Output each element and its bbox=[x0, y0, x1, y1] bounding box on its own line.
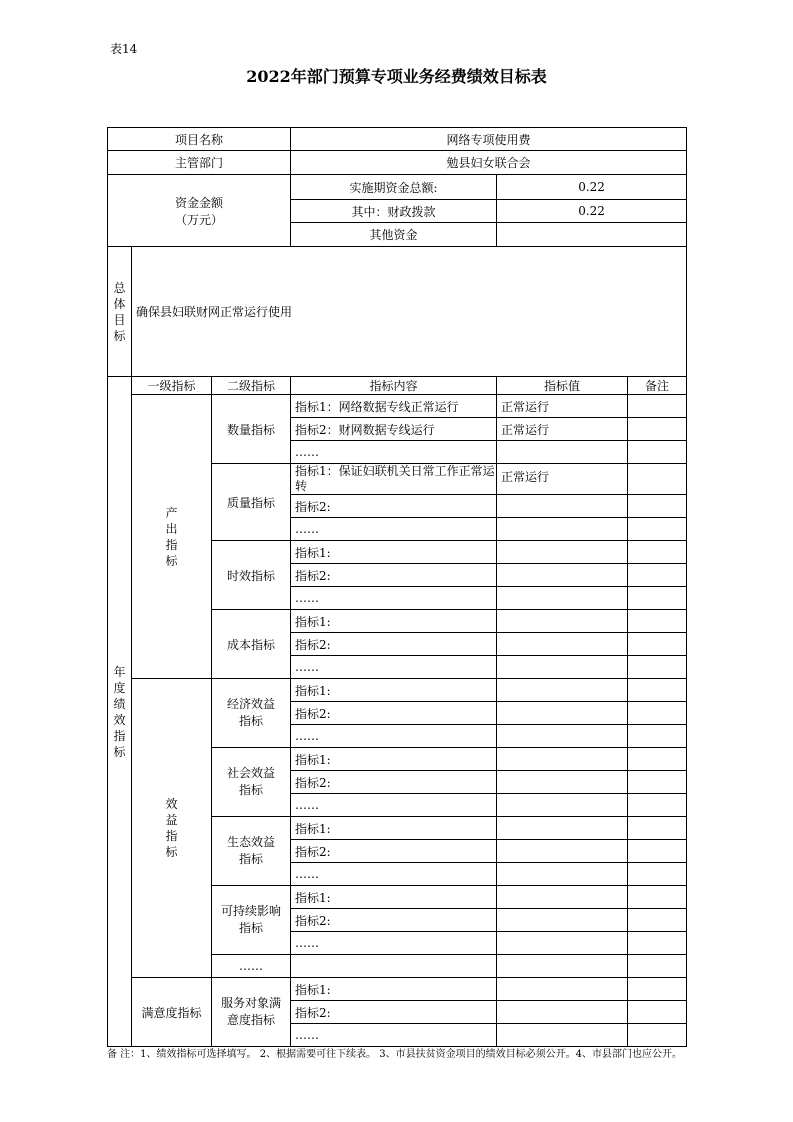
indicator-content: 指标2: bbox=[291, 564, 497, 587]
output-indicator-text: 产出指标 bbox=[165, 505, 178, 568]
indicator-content: 指标1：网络数据专线正常运行 bbox=[291, 395, 497, 418]
funds-label bbox=[108, 175, 291, 247]
funds-total-value: 0.22 bbox=[497, 175, 687, 200]
indicator-remark bbox=[628, 656, 687, 679]
indicator-remark bbox=[628, 541, 687, 564]
indicator-content: …… bbox=[291, 794, 497, 817]
service-indicator-text: 服务对象满意度指标 bbox=[221, 996, 282, 1027]
output-indicator-label bbox=[132, 395, 212, 679]
header-remark: 备注 bbox=[628, 377, 687, 395]
indicator-value bbox=[497, 955, 628, 978]
benefit-indicator-label bbox=[132, 679, 212, 978]
indicator-remark bbox=[628, 840, 687, 863]
indicator-remark bbox=[628, 395, 687, 418]
indicator-remark bbox=[628, 932, 687, 955]
indicator-value bbox=[497, 1001, 628, 1024]
indicator-value bbox=[497, 794, 628, 817]
indicator-content: …… bbox=[291, 863, 497, 886]
indicator-value bbox=[497, 932, 628, 955]
indicator-content: 指标2: bbox=[291, 771, 497, 794]
indicator-value bbox=[497, 587, 628, 610]
indicator-content: …… bbox=[291, 587, 497, 610]
indicator-remark bbox=[628, 748, 687, 771]
annual-indicator-label: 年度绩效指标 bbox=[108, 377, 132, 1047]
indicator-value bbox=[497, 518, 628, 541]
indicator-value bbox=[497, 656, 628, 679]
indicator-value bbox=[497, 748, 628, 771]
sustainable-indicator-text: 可持续影响指标 bbox=[221, 904, 282, 935]
sustainable-indicator-label bbox=[212, 886, 291, 955]
indicator-remark bbox=[628, 702, 687, 725]
indicator-remark bbox=[628, 633, 687, 656]
dept-label: 主管部门 bbox=[108, 151, 291, 175]
indicator-remark bbox=[628, 441, 687, 464]
funds-label-line2: （万元） bbox=[175, 212, 224, 227]
indicator-value bbox=[497, 909, 628, 932]
service-indicator-label bbox=[212, 978, 291, 1047]
satisfaction-indicator-label: 满意度指标 bbox=[132, 978, 212, 1047]
benefit-indicator-text: 效益指标 bbox=[165, 797, 178, 859]
indicator-value bbox=[497, 840, 628, 863]
dept-row bbox=[108, 151, 687, 175]
indicator-value bbox=[497, 886, 628, 909]
project-name-row bbox=[108, 128, 687, 151]
goal-label: 总体目标 bbox=[108, 247, 132, 377]
indicator-content: 指标2: bbox=[291, 840, 497, 863]
indicator-remark bbox=[628, 771, 687, 794]
funds-total-label: 实施期资金总额: bbox=[291, 175, 497, 200]
goal-row bbox=[108, 247, 687, 377]
indicator-remark bbox=[628, 863, 687, 886]
header-value: 指标值 bbox=[497, 377, 628, 395]
indicator-content: 指标2: bbox=[291, 633, 497, 656]
funds-total-row bbox=[108, 175, 687, 200]
indicator-remark bbox=[628, 464, 687, 495]
indicator-content: 指标1: bbox=[291, 610, 497, 633]
table-row bbox=[108, 679, 687, 702]
funds-other-label: 其他资金 bbox=[291, 223, 497, 247]
goal-text: 确保县妇联财网正常运行使用 bbox=[132, 247, 687, 377]
indicator-value bbox=[497, 564, 628, 587]
indicator-remark bbox=[628, 679, 687, 702]
indicator-value bbox=[497, 1024, 628, 1047]
quality-indicator-label: 质量指标 bbox=[212, 464, 291, 541]
funds-fiscal-label: 其中：财政拨款 bbox=[291, 200, 497, 223]
indicator-value bbox=[497, 610, 628, 633]
page-title: 2022年部门预算专项业务经费绩效目标表 bbox=[246, 67, 547, 86]
indicator-remark bbox=[628, 418, 687, 441]
indicator-header-row bbox=[108, 377, 687, 395]
project-name-label: 项目名称 bbox=[108, 128, 291, 151]
page-label: 表14 bbox=[110, 42, 138, 56]
indicator-value: 正常运行 bbox=[497, 464, 628, 495]
indicator-content: 指标2: bbox=[291, 909, 497, 932]
social-indicator-text: 社会效益指标 bbox=[227, 766, 276, 797]
funds-label-line1: 资金金额 bbox=[175, 195, 224, 210]
indicator-value bbox=[497, 725, 628, 748]
indicator-remark bbox=[628, 1001, 687, 1024]
indicator-content bbox=[291, 955, 497, 978]
indicator-remark bbox=[628, 909, 687, 932]
ecological-indicator-text: 生态效益指标 bbox=[227, 835, 276, 866]
economic-indicator-label bbox=[212, 679, 291, 748]
indicator-content: 指标1: bbox=[291, 679, 497, 702]
indicator-remark bbox=[628, 587, 687, 610]
indicator-content: 指标1: bbox=[291, 978, 497, 1001]
indicator-content: …… bbox=[291, 441, 497, 464]
indicator-remark bbox=[628, 886, 687, 909]
table-row bbox=[108, 978, 687, 1001]
indicator-value bbox=[497, 771, 628, 794]
indicator-value bbox=[497, 541, 628, 564]
indicator-value bbox=[497, 817, 628, 840]
header-level1: 一级指标 bbox=[132, 377, 212, 395]
social-indicator-label bbox=[212, 748, 291, 817]
funds-fiscal-value: 0.22 bbox=[497, 200, 687, 223]
quantity-indicator-label: 数量指标 bbox=[212, 395, 291, 464]
indicator-value: 正常运行 bbox=[497, 418, 628, 441]
economic-indicator-text: 经济效益指标 bbox=[227, 697, 276, 728]
indicator-value bbox=[497, 495, 628, 518]
indicator-content: …… bbox=[291, 932, 497, 955]
benefit-ellipsis: …… bbox=[212, 955, 291, 978]
indicator-value bbox=[497, 633, 628, 656]
project-name-value: 网络专项使用费 bbox=[291, 128, 687, 151]
indicator-content: 指标2: bbox=[291, 1001, 497, 1024]
indicator-value bbox=[497, 978, 628, 1001]
indicator-remark bbox=[628, 610, 687, 633]
indicator-value bbox=[497, 863, 628, 886]
indicator-remark bbox=[628, 817, 687, 840]
indicator-remark bbox=[628, 1024, 687, 1047]
dept-value: 勉县妇女联合会 bbox=[291, 151, 687, 175]
indicator-content: …… bbox=[291, 725, 497, 748]
indicator-content: 指标1: bbox=[291, 748, 497, 771]
indicator-content: 指标2: bbox=[291, 702, 497, 725]
funds-other-value bbox=[497, 223, 687, 247]
indicator-value: 正常运行 bbox=[497, 395, 628, 418]
indicator-value bbox=[497, 702, 628, 725]
indicator-content: 指标1: bbox=[291, 886, 497, 909]
indicator-remark bbox=[628, 518, 687, 541]
table-row bbox=[108, 395, 687, 418]
indicator-remark bbox=[628, 794, 687, 817]
indicator-remark bbox=[628, 564, 687, 587]
indicator-content: 指标2: bbox=[291, 495, 497, 518]
indicator-value bbox=[497, 441, 628, 464]
cost-indicator-label: 成本指标 bbox=[212, 610, 291, 679]
indicator-content: 指标1: bbox=[291, 817, 497, 840]
indicator-content: …… bbox=[291, 518, 497, 541]
timeliness-indicator-label: 时效指标 bbox=[212, 541, 291, 610]
ecological-indicator-label bbox=[212, 817, 291, 886]
indicator-remark bbox=[628, 725, 687, 748]
indicator-content: …… bbox=[291, 1024, 497, 1047]
performance-target-table bbox=[107, 127, 687, 1047]
indicator-remark bbox=[628, 495, 687, 518]
indicator-remark bbox=[628, 955, 687, 978]
indicator-content: 指标2：财网数据专线运行 bbox=[291, 418, 497, 441]
indicator-content: 指标1: bbox=[291, 541, 497, 564]
indicator-value bbox=[497, 679, 628, 702]
indicator-remark bbox=[628, 978, 687, 1001]
indicator-content: …… bbox=[291, 656, 497, 679]
header-level2: 二级指标 bbox=[212, 377, 291, 395]
header-content: 指标内容 bbox=[291, 377, 497, 395]
footnote: 备 注：1、绩效指标可选择填写。 2、根据需要可往下续表。 3、市县扶贫资金项目的绩效目标必须公开。4、市县部门也应公开。 bbox=[107, 1049, 682, 1060]
indicator-content: 指标1：保证妇联机关日常工作正常运转 bbox=[291, 464, 497, 495]
